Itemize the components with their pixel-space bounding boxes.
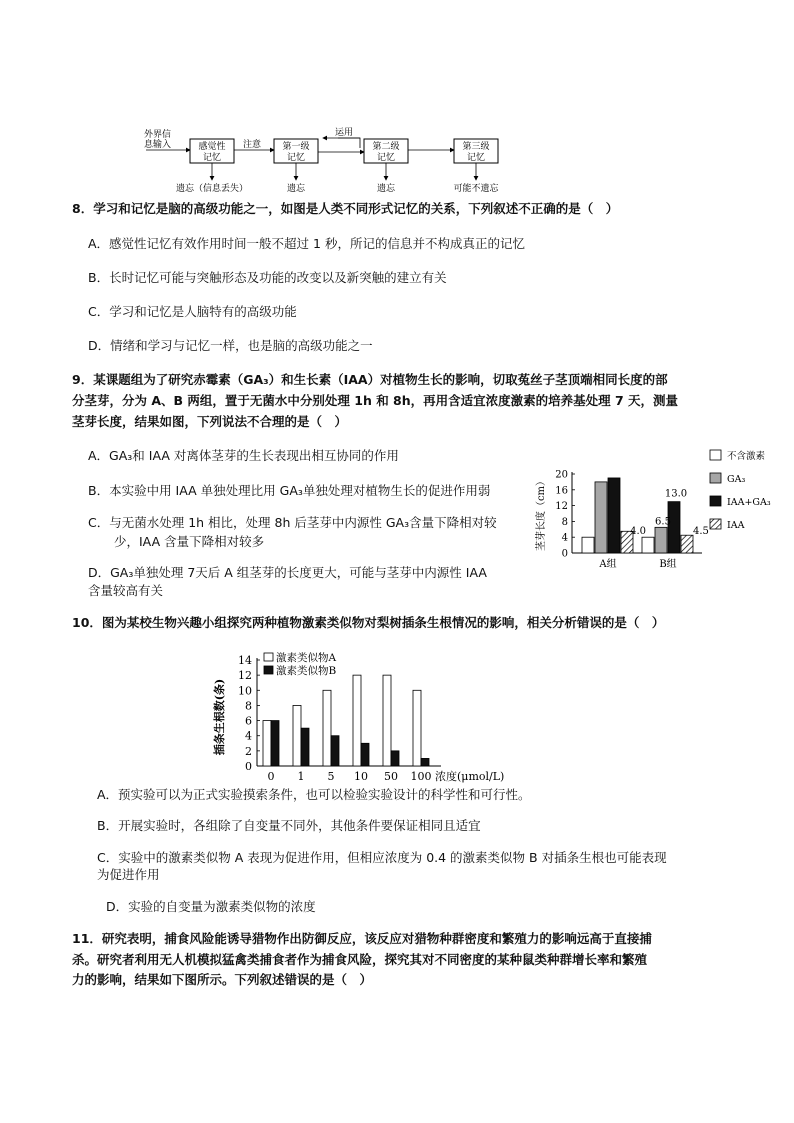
bar (293, 705, 301, 766)
svg-text:第三级: 第三级 (462, 142, 490, 152)
data-label: 4.5 (693, 526, 709, 538)
q9-option-c-line-2[interactable]: 少，IAA 含量下降相对较多 (114, 534, 265, 549)
y-tick-label: 8 (245, 699, 252, 713)
y-tick-label: 4 (561, 532, 568, 544)
legend-label: 激素类似物A (276, 652, 337, 664)
svg-text:记忆: 记忆 (202, 153, 222, 163)
bar (642, 537, 654, 553)
bar (595, 482, 607, 553)
legend-label: IAA (727, 520, 745, 531)
legend-label: 激素类似物B (276, 665, 337, 677)
bar (353, 675, 361, 766)
category-label: 10 (354, 770, 368, 783)
attention-label: 注意 (243, 140, 262, 150)
bar (391, 751, 399, 766)
q8-option-b[interactable]: B．长时记忆可能与突触形态及功能的改变以及新突触的建立有关 (88, 270, 447, 285)
y-tick-label: 4 (245, 729, 252, 743)
category-label: A组 (599, 559, 617, 570)
bar (361, 743, 369, 766)
legend-swatch (710, 496, 721, 506)
data-label: 13.0 (664, 488, 688, 500)
category-label: 5 (327, 770, 335, 783)
input-label-2: 息输入 (144, 140, 172, 150)
legend-swatch (710, 450, 721, 460)
y-tick-label: 14 (238, 654, 252, 667)
q10-option-d[interactable]: D．实验的自变量为激素类似物的浓度 (106, 899, 316, 914)
q11-line-3: 力的影响，结果如下图所示。下列叙述错误的是（ ） (72, 972, 373, 987)
y-tick-label: 8 (561, 516, 568, 528)
bar (271, 721, 279, 766)
legend-label: 不含激素 (727, 451, 766, 462)
y-tick-label: 12 (238, 669, 252, 683)
data-label: 4.0 (630, 526, 646, 538)
category-label: 100 (410, 770, 432, 783)
q8-option-d[interactable]: D．情绪和学习与记忆一样，也是脑的高级功能之一 (88, 338, 373, 353)
legend-swatch (264, 666, 273, 674)
rehearse-label: 运用 (335, 128, 354, 138)
q10-option-a[interactable]: A．预实验可以为正式实验摸索条件，也可以检验实验设计的科学性和可行性。 (97, 787, 531, 802)
svg-text:记忆: 记忆 (466, 153, 486, 163)
q10-stem: 10．图为某校生物兴趣小组探究两种植物激素类似物对梨树插条生根情况的影响，相关分析错误的是（ ） (72, 615, 665, 630)
bar (608, 478, 620, 553)
legend-label: IAA+GA₃ (727, 497, 771, 508)
no-forget-label: 可能不遗忘 (453, 184, 499, 194)
q8-option-a[interactable]: A．感觉性记忆有效作用时间一般不超过 1 秒，所记的信息并不构成真正的记忆 (88, 236, 525, 251)
category-label: 0 (267, 770, 275, 783)
legend-swatch (710, 473, 721, 483)
y-tick-label: 20 (555, 469, 568, 481)
q10-option-c-line-1[interactable]: C．实验中的激素类似物 A 表现为促进作用，但相应浓度为 0.4 的激素类似物 B 对插条生根也可能表现 (97, 850, 667, 865)
legend-label: GA₃ (727, 474, 746, 485)
q9-stem-line-1: 9．某课题组为了研究赤霉素（GA₃）和生长素（IAA）对植物生长的影响，切取菟丝子茎顶端相同长度的部 (72, 372, 668, 387)
bar (383, 675, 391, 766)
bar (331, 736, 339, 766)
legend-swatch (710, 519, 721, 529)
y-tick-label: 2 (245, 744, 252, 758)
memory-diagram (140, 126, 520, 196)
bar (582, 537, 594, 553)
x-axis-label: 浓度(μmol/L) (435, 770, 505, 783)
category-label: 1 (297, 770, 305, 783)
q8-option-c[interactable]: C．学习和记忆是人脑特有的高级功能 (88, 304, 297, 319)
q11-line-1: 11．研究表明，捕食风险能诱导猎物作出防御反应，该反应对猎物种群密度和繁殖力的影响远高于直接捕 (72, 931, 652, 946)
q9-option-d-line-2[interactable]: 含量较高有关 (88, 583, 164, 598)
y-tick-label: 0 (245, 760, 252, 773)
svg-text:感觉性: 感觉性 (198, 142, 226, 152)
category-label: 50 (384, 770, 398, 783)
svg-text:第一级: 第一级 (282, 142, 310, 152)
input-label-1: 外界信 (144, 130, 172, 140)
stem-length-chart (530, 448, 780, 578)
y-tick-label: 12 (555, 501, 568, 513)
bar (323, 690, 331, 766)
forget-label-2: 遗忘 (286, 184, 306, 194)
category-label: B组 (659, 559, 677, 570)
rooting-chart (205, 650, 535, 788)
bar (681, 535, 693, 553)
q9-option-c-line-1[interactable]: C．与无菌水处理 1h 相比，处理 8h 后茎芽中内源性 GA₃含量下降相对较 (88, 515, 497, 530)
q9-stem-line-2: 分茎芽，分为 A、B 两组，置于无菌水中分别处理 1h 和 8h，再用含适宜浓度激素的培养基处理 7 天，测量 (72, 393, 679, 408)
q11-line-2: 杀。研究者利用无人机模拟猛禽类捕食者作为捕食风险，探究其对不同密度的某种鼠类种群增长率和繁殖 (72, 952, 648, 967)
bar (655, 527, 667, 553)
svg-text:记忆: 记忆 (286, 153, 306, 163)
y-tick-label: 6 (245, 714, 252, 728)
q9-stem-line-3: 茎芽长度，结果如图，下列说法不合理的是（ ） (72, 414, 348, 429)
bar (263, 721, 271, 766)
q9-option-a[interactable]: A．GA₃和 IAA 对离体茎芽的生长表现出相互协同的作用 (88, 448, 399, 463)
bar (301, 728, 309, 766)
forget-label-1: 遗忘（信息丢失） (175, 184, 249, 194)
y-tick-label: 0 (561, 548, 568, 560)
bar (421, 758, 429, 766)
q8-stem: 8．学习和记忆是脑的高级功能之一，如图是人类不同形式记忆的关系，下列叙述不正确的是（ ） (72, 201, 619, 216)
legend-swatch (264, 653, 273, 661)
svg-text:记忆: 记忆 (376, 153, 396, 163)
svg-text:第二级: 第二级 (372, 142, 400, 152)
y-tick-label: 16 (555, 485, 568, 497)
y-axis-label: 插条生根数(条) (213, 678, 226, 756)
q9-option-b[interactable]: B．本实验中用 IAA 单独处理比用 GA₃单独处理对植物生长的促进作用弱 (88, 483, 491, 498)
y-axis-label: 茎芽长度（cm） (536, 475, 547, 552)
y-tick-label: 10 (238, 684, 252, 698)
forget-label-3: 遗忘 (376, 184, 396, 194)
q9-option-d-line-1[interactable]: D．GA₃单独处理 7天后 A 组茎芽的长度更大，可能与茎芽中内源性 IAA (88, 565, 487, 580)
q10-option-b[interactable]: B．开展实验时，各组除了自变量不同外，其他条件要保证相同且适宜 (97, 818, 481, 833)
q10-option-c-line-2[interactable]: 为促进作用 (97, 867, 160, 882)
bar (413, 690, 421, 766)
data-label: 6.5 (655, 516, 671, 528)
